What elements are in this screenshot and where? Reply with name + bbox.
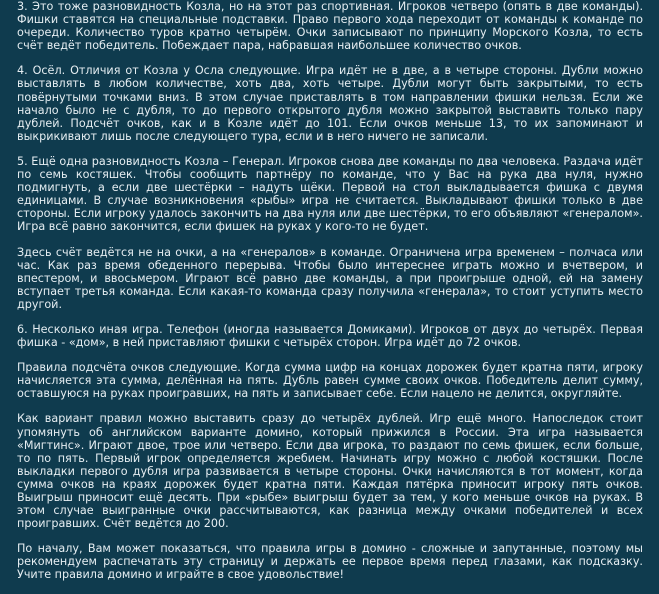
paragraph-scoring-rules: Правила подсчёта очков следующие. Когда сумма цифр на концах дорожек будет кратна пяти, игроку начисляется эта сумма, делённая на пять. Дубль равен сумме своих очков. Победитель делит сумму, оставшуюся на руках проигравших, на пять и записывает себе. Если нацело не делится, округляйте. [17, 361, 643, 401]
article-body [17, 0, 643, 594]
paragraph-variant-3: 3. Это тоже разновидность Козла, но на этот раз спортивная. Игроков четверо (опять в две команды). Фишки ставятся на специальные подставки. Право первого хода переходит от команды к команде по очереди. Количество туров кратно четырём. Очки записывают по принципу Морского Козла, то есть счёт ведёт победитель. Побеждает пара, набравшая наибольшее количество очков. [17, 0, 643, 53]
paragraph-conclusion: По началу, Вам может показаться, что правила игры в домино - сложные и запутанные, поэтому мы рекомендуем распечатать эту страницу и держать ее первое время перед глазами, как подсказку. Учите правила домино и играйте в свое удовольствие! [17, 542, 643, 582]
paragraph-general-scoring: Здесь счёт ведётся не на очки, а на «генералов» в команде. Ограничена игра временем – полчаса или час. Как раз время обеденного перерыва. Чтобы было интереснее играть можно и вчетвером, и впестером, и ввосьмером. Играют всё равно две команды, а при проигрыше одной, ей на замену вступает третья команда. Если какая-то команда сразу получила «генерала», то стоит уступить место другой. [17, 245, 643, 311]
paragraph-variant-5-general: 5. Ещё одна разновидность Козла – Генерал. Игроков снова две команды по два человека. Раздача идёт по семь костяшек. Чтобы сообщить партнёру по команде, что у Вас на рука два нуля, нужно подмигнуть, а если две шестёрки – надуть щёки. Первой на стол выкладывается фишка с двумя единицами. В случае возникновения «рыбы» игра не считается. Выкладывают фишки только в две стороны. Если игроку удалось закончить на два нуля или две шестёрки, то его объявляют «генералом». Игра всё равно закончится, если фишек на руках у кого-то не будет. [17, 154, 643, 234]
paragraph-variant-6-telephone: 6. Несколько иная игра. Телефон (иногда называется Домиками). Игроков от двух до четырёх. Первая фишка - «дом», в ней приставляют фишки с четырёх сторон. Игра идёт до 72 очков. [17, 322, 643, 350]
paragraph-variant-4-donkey: 4. Осёл. Отличия от Козла у Осла следующие. Игра идёт не в две, а в четыре стороны. Дубли можно выставлять в любом количестве, хоть два, хоть четыре. Дубли могут быть закрытыми, то есть повёрнутыми точками вниз. В этом случае приставлять в том направлении фишки нельзя. Если же начало было не с дубля, то до первого открытого дубля можно закрытой выставить только пару дублей. Подсчёт очков, как и в Козле идёт до 101. Если очков меньше 13, то их запоминают и выкрикивают лишь после следующего тура, если и в него ничего не записали. [17, 64, 643, 143]
paragraph-muggins: Как вариант правил можно выставить сразу до четырёх дублей. Игр ещё много. Напоследок стоит упомянуть об английском варианте домино, который прижился в России. Эта игра называется «Мигтинс». Играют двое, трое или четверо. Если два игрока, то раздают по семь фишек, если больше, то по пять. Первый игрок определяется жребием. Начинать игру можно с любой костяшки. После выкладки первого дубля игра развивается в четыре стороны. Очки начисляются в тот момент, когда сумма очков на краях дорожек будет кратна пяти. Каждая пятёрка приносит игроку пять очков. Выигрыш приносит ещё десять. При «рыбе» выигрыш будет за тем, у кого меньше очков на руках. В этом случае выигранные очки рассчитываются, как разница между очками победителей и всех проигравших. Счёт ведётся до 200. [17, 412, 643, 531]
